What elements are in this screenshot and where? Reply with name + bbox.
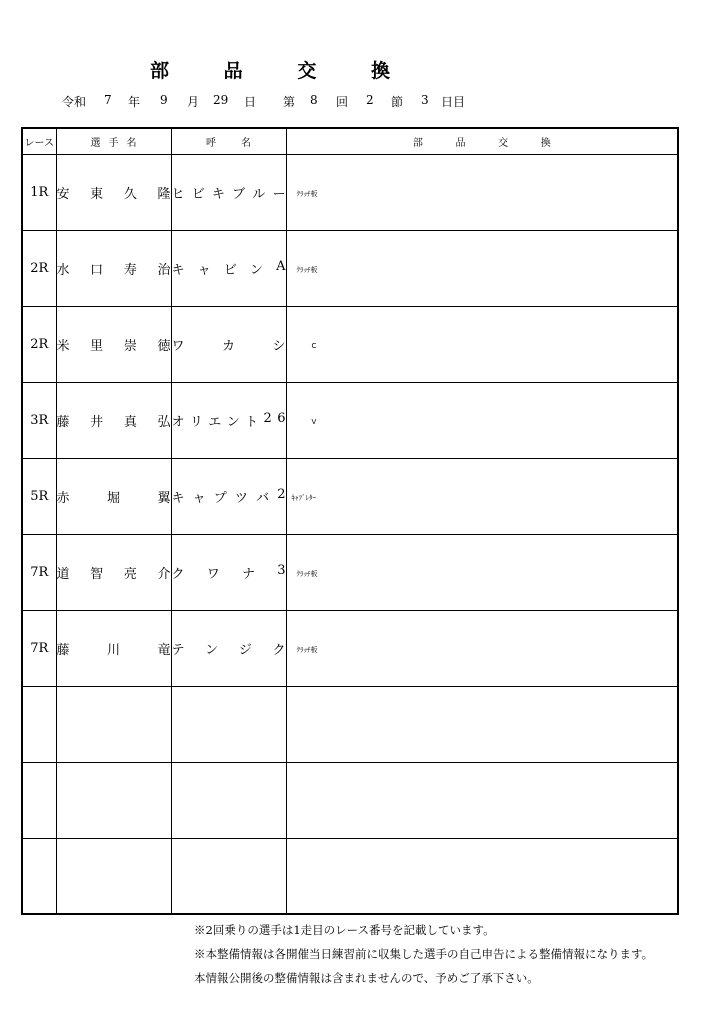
racer-name — [56, 154, 171, 230]
racer-nickname-char: キ — [211, 186, 225, 202]
header-name-char: 名 — [126, 137, 137, 149]
part-label: ｸﾗｯﾁ板 — [296, 645, 318, 654]
table-row — [22, 838, 678, 914]
race-number: 3R — [22, 382, 56, 458]
racer-nickname-char: 2 — [277, 486, 286, 502]
racer-nickname-char: ク — [272, 642, 286, 658]
racer-nickname — [171, 306, 286, 382]
header-name-char: 選 — [90, 137, 101, 149]
racer-name-char: 隆 — [157, 186, 171, 202]
header-nick-char: 名 — [241, 137, 251, 149]
racer-nickname-char: ャ — [192, 490, 206, 506]
racer-nickname — [171, 154, 286, 230]
header-race — [22, 128, 56, 154]
racer-name-char: 真 — [123, 414, 137, 430]
header-parts-char: 品 — [455, 137, 466, 149]
racer-nickname — [171, 534, 286, 610]
racer-nickname-char: キ — [171, 490, 185, 506]
title-char: 部 — [150, 59, 170, 82]
table-body — [22, 154, 678, 914]
racer-nickname-char: ン — [226, 414, 240, 430]
parts-exchanged — [286, 686, 678, 762]
racer-nickname-char: ワ — [206, 566, 220, 582]
header-name-char: 手 — [108, 137, 119, 149]
nichime-number: 3 — [421, 93, 429, 107]
racer-name-char: 亮 — [123, 566, 137, 582]
racer-name — [56, 534, 171, 610]
table-row — [22, 458, 678, 534]
racer-name — [56, 838, 171, 914]
title-char: 品 — [223, 59, 243, 82]
racer-name-char: 介 — [157, 566, 171, 582]
racer-nickname-char: ル — [252, 186, 266, 202]
racer-nickname-char: ヒ — [171, 186, 185, 202]
parts-exchanged — [286, 762, 678, 838]
month: 9 — [160, 93, 168, 107]
racer-name-char: 水 — [56, 262, 70, 278]
racer-name-char: 竜 — [157, 642, 171, 658]
table-row — [22, 610, 678, 686]
racer-name-char: 口 — [90, 262, 104, 278]
header-nick-char: 呼 — [206, 137, 216, 149]
racer-name-char: 川 — [106, 642, 120, 658]
parts-exchanged — [286, 610, 678, 686]
header-parts-char: 換 — [540, 137, 551, 149]
note-line: ※2回乗りの選手は1走目のレース番号を記載しています。 — [194, 923, 495, 937]
table-row — [22, 306, 678, 382]
racer-nickname-char: バ — [256, 490, 270, 506]
racer-nickname-char: ジ — [238, 642, 252, 658]
race-number: 7R — [22, 610, 56, 686]
racer-name-char: 赤 — [56, 490, 70, 506]
racer-name-char: 翼 — [157, 490, 171, 506]
race-number — [22, 762, 56, 838]
race-number: 5R — [22, 458, 56, 534]
racer-nickname-char: ト — [245, 414, 259, 430]
racer-nickname — [171, 686, 286, 762]
parts-exchanged — [286, 458, 678, 534]
setsu-number: 2 — [366, 93, 374, 107]
racer-name-char: 米 — [56, 338, 70, 354]
racer-name-char: 崇 — [123, 338, 137, 354]
racer-nickname — [171, 838, 286, 914]
header-name — [56, 128, 171, 154]
racer-nickname-char: A — [276, 258, 286, 274]
racer-nickname — [171, 230, 286, 306]
racer-nickname-char: キ — [171, 262, 185, 278]
table-row — [22, 382, 678, 458]
table-header-row — [22, 128, 678, 154]
part-label: ｸﾗｯﾁ板 — [296, 569, 318, 578]
table-row — [22, 154, 678, 230]
year-unit: 年 — [128, 95, 141, 109]
race-number — [22, 686, 56, 762]
era: 令和 — [62, 95, 87, 109]
racer-nickname-char: 3 — [277, 562, 286, 578]
header-race-label: レース — [24, 137, 54, 149]
racer-nickname-char: テ — [171, 642, 185, 658]
table-row — [22, 762, 678, 838]
racer-nickname-char: ン — [205, 642, 219, 658]
racer-name-char: 藤 — [56, 414, 70, 430]
header-parts — [286, 128, 678, 154]
racer-name-char: 安 — [56, 186, 70, 202]
racer-nickname-char: リ — [189, 414, 203, 430]
title-char: 交 — [297, 59, 317, 82]
part-label: ｸﾗｯﾁ板 — [296, 265, 318, 274]
racer-nickname-char: ビ — [223, 262, 237, 278]
racer-name — [56, 610, 171, 686]
table-row — [22, 686, 678, 762]
racer-nickname-char: ビ — [191, 186, 205, 202]
racer-name — [56, 686, 171, 762]
racer-name-char: 里 — [90, 338, 104, 354]
racer-name-char: 藤 — [56, 642, 70, 658]
day-unit: 日 — [244, 95, 257, 109]
dai: 第 — [283, 95, 296, 109]
racer-name-char: 道 — [56, 566, 70, 582]
racer-nickname-char: ブ — [232, 186, 246, 202]
parts-exchanged — [286, 154, 678, 230]
part-label: C — [311, 341, 317, 350]
racer-nickname — [171, 382, 286, 458]
racer-nickname-char: ワ — [171, 338, 185, 354]
racer-name-char: 久 — [123, 186, 137, 202]
racer-nickname-char: ャ — [197, 262, 211, 278]
note-line: ※本整備情報は各開催当日練習前に収集した選手の自己申告による整備情報になります。 — [194, 947, 654, 961]
page-title — [150, 54, 390, 84]
table-row — [22, 534, 678, 610]
racer-name-char: 寿 — [123, 262, 137, 278]
racer-name-char: 徳 — [157, 338, 171, 354]
part-label: V — [311, 417, 317, 426]
racer-nickname-char: ン — [249, 262, 263, 278]
racer-nickname — [171, 762, 286, 838]
race-number: 1R — [22, 154, 56, 230]
parts-exchanged — [286, 230, 678, 306]
racer-nickname — [171, 610, 286, 686]
table-row — [22, 230, 678, 306]
racer-nickname-char: 2 — [263, 410, 272, 426]
racer-nickname-char: ツ — [234, 490, 248, 506]
racer-nickname-char: プ — [213, 490, 227, 506]
note-line: 本情報公開後の整備情報は含まれませんので、予めご了承下さい。 — [194, 971, 539, 985]
year: 7 — [104, 93, 112, 107]
racer-name-char: 智 — [90, 566, 104, 582]
racer-name-char: 井 — [90, 414, 104, 430]
race-number: 7R — [22, 534, 56, 610]
parts-exchanged — [286, 306, 678, 382]
part-label: ｷｬﾌﾞﾚﾀｰ — [291, 493, 316, 502]
header-nick — [171, 128, 286, 154]
day: 29 — [213, 93, 229, 107]
racer-name-char: 弘 — [157, 414, 171, 430]
notes — [194, 918, 653, 990]
header-parts-char: 部 — [412, 137, 423, 149]
parts-exchange-table — [21, 127, 679, 915]
racer-nickname-char: ナ — [241, 566, 255, 582]
nichime: 日目 — [441, 95, 466, 109]
race-number — [22, 838, 56, 914]
kai: 回 — [336, 95, 349, 109]
racer-nickname-char: 6 — [277, 410, 286, 426]
racer-name — [56, 230, 171, 306]
racer-name-char: 治 — [157, 262, 171, 278]
racer-nickname-char: エ — [208, 414, 222, 430]
kai-number: 8 — [310, 93, 318, 107]
month-unit: 月 — [187, 95, 200, 109]
race-number: 2R — [22, 306, 56, 382]
racer-name-char: 東 — [90, 186, 104, 202]
parts-exchanged — [286, 382, 678, 458]
racer-nickname-char: シ — [272, 338, 286, 354]
racer-nickname-char: オ — [171, 414, 185, 430]
racer-nickname-char: ー — [272, 186, 286, 202]
racer-nickname — [171, 458, 286, 534]
setsu: 節 — [391, 95, 404, 109]
parts-exchanged — [286, 838, 678, 914]
title-char: 換 — [370, 59, 390, 82]
racer-nickname-char: ク — [171, 566, 185, 582]
racer-name — [56, 458, 171, 534]
racer-nickname-char: カ — [221, 338, 235, 354]
racer-name — [56, 382, 171, 458]
parts-exchanged — [286, 534, 678, 610]
header-parts-char: 交 — [498, 137, 509, 149]
racer-name — [56, 762, 171, 838]
racer-name-char: 堀 — [106, 490, 120, 506]
part-label: ｸﾗｯﾁ板 — [296, 189, 318, 198]
racer-name — [56, 306, 171, 382]
race-number: 2R — [22, 230, 56, 306]
